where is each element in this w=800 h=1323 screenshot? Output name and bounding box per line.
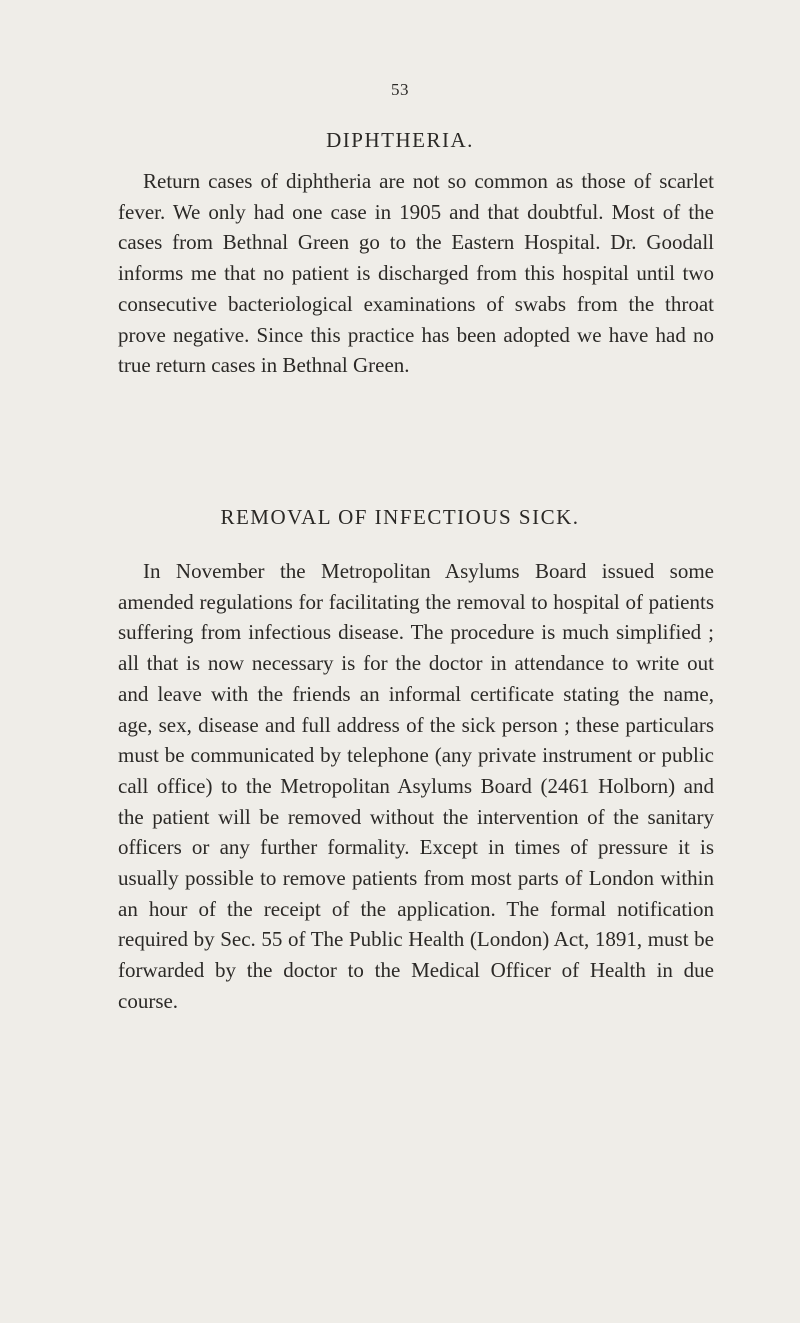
section-paragraph-removal: In November the Metropolitan Asylums Board issued some amended regulations for facilitating the removal to hospital of patients suffering from infectious disease. The procedure is much simplified ; all that is now necessary is for the doctor in attendance to write out and leave with the friends an informal certificate stating the name, age, sex, disease and full address of the sick person ; these particulars must be communicated by telephone (any private instrument or public call office) to the Metropolitan Asylums Board (2461 Holborn) and the patient will be removed without the intervention of the sanitary officers or any further formality. Except in times of pressure it is usually possible to remove patients from most parts of London within an hour of the receipt of the application. The formal notification required by Sec. 55 of The Public Health (London) Act, 1891, must be forwarded by the doctor to the Medical Officer of Health in due course. [118, 559, 714, 1013]
section-heading-diphtheria: DIPHTHERIA. [326, 128, 474, 152]
section-heading-removal: REMOVAL OF INFECTIOUS SICK. [220, 505, 580, 529]
page-number: 53 [391, 80, 409, 99]
section-paragraph-diphtheria: Return cases of diphtheria are not so common as those of scarlet fever. We only had one case in 1905 and that doubtful. Most of the cases from Bethnal Green go to the Eastern Hospital. Dr. Goodall informs me that no patient is discharged from this hospital until two consecutive bacteriological examinations of swabs from the throat prove negative. Since this practice has been adopted we have had no true return cases in Bethnal Green. [118, 169, 714, 378]
